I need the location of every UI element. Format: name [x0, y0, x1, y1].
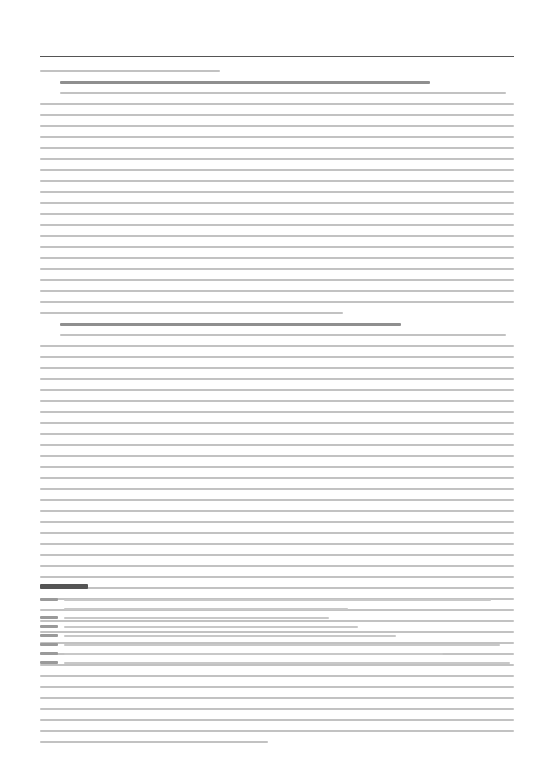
text-line	[40, 202, 514, 204]
text-line	[40, 686, 514, 688]
text-line	[40, 114, 514, 116]
text-line	[40, 279, 514, 281]
reference-number	[40, 652, 58, 655]
reference-number	[40, 634, 58, 637]
text-line	[40, 345, 514, 347]
text-line	[40, 246, 514, 248]
text-line	[40, 224, 514, 226]
text-line	[40, 268, 514, 270]
text-line	[40, 499, 514, 501]
text-line	[40, 433, 514, 435]
text-line	[40, 719, 514, 721]
text-line	[40, 708, 514, 710]
text-line	[40, 477, 514, 479]
text-line	[40, 455, 514, 457]
text-line	[40, 290, 514, 292]
section-subheading	[40, 81, 514, 84]
reference-text	[64, 626, 358, 628]
reference-item	[40, 634, 514, 637]
reference-item	[40, 643, 514, 646]
text-line	[40, 576, 514, 578]
text-line	[40, 543, 514, 545]
text-line	[40, 213, 514, 215]
text-line	[40, 147, 514, 149]
text-line	[40, 312, 343, 314]
text-line	[40, 400, 514, 402]
text-line	[60, 92, 506, 94]
reference-text	[64, 617, 329, 619]
text-line	[40, 257, 514, 259]
reference-text	[64, 608, 348, 610]
text-line	[60, 334, 506, 336]
text-line	[40, 378, 514, 380]
reference-item	[40, 652, 514, 655]
text-line	[40, 136, 514, 138]
text-line	[40, 158, 514, 160]
text-line	[40, 125, 514, 127]
text-line	[40, 675, 514, 677]
reference-text	[64, 653, 443, 655]
references-section	[40, 584, 514, 670]
text-line	[40, 169, 514, 171]
text-line	[40, 730, 514, 732]
text-line	[40, 521, 514, 523]
reference-number	[40, 625, 58, 628]
header-rule	[40, 56, 514, 57]
paragraph	[40, 70, 514, 72]
text-line	[40, 191, 514, 193]
subheading-line	[60, 81, 430, 84]
text-line	[40, 389, 514, 391]
reference-text	[64, 635, 396, 637]
running-header	[40, 38, 514, 52]
text-line	[40, 488, 514, 490]
text-line	[40, 367, 514, 369]
text-line	[40, 235, 514, 237]
text-line	[40, 103, 514, 105]
reference-item	[40, 616, 514, 619]
reference-number	[40, 616, 58, 619]
text-line	[40, 532, 514, 534]
text-line	[40, 411, 514, 413]
reference-item	[40, 661, 514, 664]
reference-text	[64, 644, 500, 646]
text-line	[40, 741, 268, 743]
references-heading	[40, 584, 88, 589]
text-line	[40, 565, 514, 567]
subheading-line	[60, 323, 401, 326]
text-line	[40, 554, 514, 556]
paragraph	[40, 92, 514, 314]
text-line	[40, 697, 514, 699]
text-line	[40, 70, 220, 72]
text-line	[40, 466, 514, 468]
reference-text	[64, 662, 510, 664]
text-line	[40, 180, 514, 182]
text-line	[40, 444, 514, 446]
reference-item	[40, 625, 514, 628]
reference-number	[40, 661, 58, 664]
reference-number	[40, 643, 58, 646]
text-line	[40, 356, 514, 358]
reference-number	[40, 598, 58, 601]
reference-item	[40, 598, 514, 601]
paragraph	[40, 334, 514, 743]
text-line	[40, 510, 514, 512]
text-line	[40, 301, 514, 303]
section-subheading	[40, 323, 514, 326]
reference-item	[40, 607, 514, 610]
text-line	[40, 422, 514, 424]
reference-text	[64, 599, 491, 601]
